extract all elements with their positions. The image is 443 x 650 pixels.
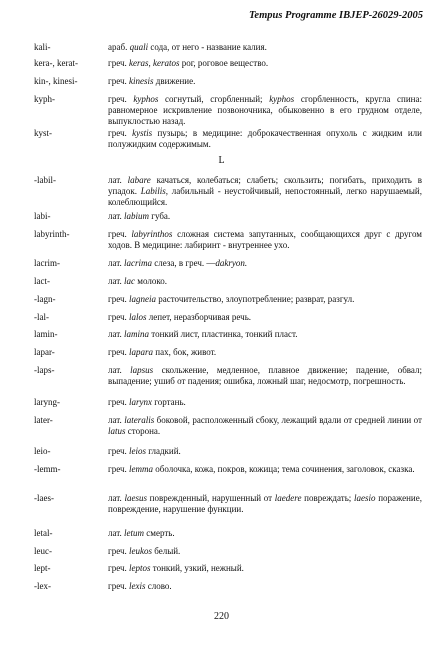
entry-term: letal- [34, 528, 53, 538]
definition-text: араб. [108, 42, 130, 52]
definition-text: греч. [108, 128, 133, 138]
definition-text: поражение, повреждение, нарушение функции. [108, 493, 422, 514]
definition-italic-word: laedere [274, 493, 302, 503]
entry-term: kin-, kinesi- [34, 76, 78, 86]
definition-text: греч. [108, 397, 129, 407]
definition-text: лабильный - неустойчивый, непостоянный, легко нарушаемый, колеблющийся. [108, 186, 422, 207]
entry-term: later- [34, 415, 53, 425]
entry-definition [108, 258, 422, 269]
definition-text: греч. [108, 229, 132, 239]
entry-term: kyst- [34, 128, 52, 138]
definition-text: слово. [145, 581, 172, 591]
entry-term: kali- [34, 42, 51, 52]
definition-italic-word: laesio [354, 493, 376, 503]
definition-italic-word: lalos [129, 312, 147, 322]
definition-text: повреждать; [301, 493, 355, 503]
entry-definition [108, 211, 422, 222]
entry-term: -labil- [34, 175, 56, 185]
definition-italic-word: dakryon. [215, 258, 248, 268]
definition-text: сгорбленность, кругла спина: равномерное искривление позвоночника, обыковенно в его грудном отделе, выпуклостью назад. [108, 94, 422, 126]
definition-italic-word: labyrinthos [131, 229, 173, 239]
definition-text: лат. [108, 329, 125, 339]
entry-definition [108, 446, 422, 457]
definition-text: греч. [108, 94, 134, 104]
definition-italic-word: kyphos [269, 94, 295, 104]
entry-definition [108, 229, 422, 251]
definition-text: лат. [108, 211, 125, 221]
entry-term: labyrinth- [34, 229, 70, 239]
definition-text: греч. [108, 546, 129, 556]
entry-definition [108, 175, 422, 208]
definition-text: лат. [108, 258, 125, 268]
definition-text: сода, от него - название калия. [148, 42, 267, 52]
definition-text: лепет, неразборчивая речь. [146, 312, 252, 322]
entry-definition [108, 546, 422, 557]
definition-italic-word: latus [108, 426, 126, 436]
definition-text: греч. [108, 294, 129, 304]
entry-definition [108, 581, 422, 592]
definition-italic-word: labium [124, 211, 150, 221]
definition-italic-word: leptos [129, 563, 151, 573]
entry-term: -lemm- [34, 464, 61, 474]
definition-text: тонкий, узкий, нежный. [150, 563, 244, 573]
definition-text: сложная система запутанных, сообщающихся друг с другом ходов. В медицине: лабиринт - внутреннее ухо. [108, 229, 422, 250]
definition-text: пах, бок, живот. [153, 347, 217, 357]
definition-italic-word: keras, keratos [129, 58, 180, 68]
definition-italic-word: letum [124, 528, 145, 538]
entry-definition [108, 94, 422, 127]
section-letter: L [218, 155, 225, 166]
definition-text: лат. [108, 175, 128, 185]
definition-italic-word: quali [129, 42, 149, 52]
entry-definition [108, 563, 422, 574]
definition-text: греч. [108, 76, 129, 86]
page-number: 220 [214, 611, 229, 622]
definition-text: греч. [108, 446, 129, 456]
definition-text: пузырь; в медицине: доброкачественная опухоль с жидким или полужидким содержимым. [108, 128, 422, 149]
definition-text: согнутый, сгорбленный; [158, 94, 270, 104]
definition-text: оболочка, кожа, покров, кожица; тема сочинения, заголовок, сказка. [153, 464, 415, 474]
entry-definition [108, 76, 422, 87]
entry-definition [108, 294, 422, 305]
entry-term: leio- [34, 446, 51, 456]
definition-text: движение. [153, 76, 196, 86]
definition-text: молоко. [135, 276, 167, 286]
definition-text: гладкий. [146, 446, 181, 456]
definition-text: лат. [108, 493, 125, 503]
definition-text: греч. [108, 347, 129, 357]
entry-term: -lex- [34, 581, 51, 591]
entry-definition [108, 528, 422, 539]
entry-term: kera-, kerat- [34, 58, 78, 68]
entry-term: leuc- [34, 546, 52, 556]
definition-italic-word: lagneia [129, 294, 156, 304]
definition-text: греч. [108, 58, 129, 68]
entry-definition [108, 312, 422, 323]
definition-italic-word: kystis [132, 128, 153, 138]
definition-text: лат. [108, 365, 131, 375]
definition-italic-word: Labilis, [140, 186, 169, 196]
definition-text: сторона. [125, 426, 161, 436]
entry-term: lapar- [34, 347, 55, 357]
definition-italic-word: lemma [129, 464, 153, 474]
running-header: Tempus Programme IBJEP-26029-2005 [248, 10, 423, 21]
entry-term: -laes- [34, 493, 54, 503]
entry-definition [108, 128, 422, 150]
definition-italic-word: leukos [129, 546, 152, 556]
definition-italic-word: lapara [129, 347, 154, 357]
definition-text: лат. [108, 276, 125, 286]
entry-definition [108, 347, 422, 358]
entry-definition [108, 365, 422, 387]
definition-text: белый. [152, 546, 181, 556]
definition-text: боковой, расположенный сбоку, лежащий вдали от средней линии от [154, 415, 422, 425]
definition-text: поврежденный, нарушенный от [146, 493, 275, 503]
definition-italic-word: lac [124, 276, 136, 286]
entry-term: lamin- [34, 329, 58, 339]
definition-text: губа. [149, 211, 171, 221]
definition-text: смерть. [144, 528, 175, 538]
definition-text: расточительство, злоупотребление; разврат, разгул. [156, 294, 355, 304]
entry-term: lact- [34, 276, 50, 286]
definition-text: греч. [108, 464, 129, 474]
entry-definition [108, 329, 422, 340]
definition-text: слеза, в греч. — [152, 258, 216, 268]
entry-term: -lagn- [34, 294, 56, 304]
entry-term: lept- [34, 563, 51, 573]
entry-definition [108, 493, 422, 515]
entry-term: -lal- [34, 312, 49, 322]
definition-italic-word: lapsus [130, 365, 154, 375]
entry-term: kyph- [34, 94, 55, 104]
definition-italic-word: lamina [124, 329, 150, 339]
definition-italic-word: lexis [129, 581, 146, 591]
definition-text: греч. [108, 563, 129, 573]
definition-italic-word: kyphos [133, 94, 159, 104]
entry-definition [108, 464, 422, 475]
entry-term: lacrim- [34, 258, 60, 268]
entry-definition [108, 42, 422, 53]
entry-definition [108, 397, 422, 408]
definition-italic-word: kinesis [129, 76, 154, 86]
definition-text: качаться, колебаться; слабеть; скользить; погибать, приходить в упадок. [108, 175, 422, 196]
entry-term: laryng- [34, 397, 60, 407]
entry-term: labi- [34, 211, 51, 221]
definition-text: тонкий лист, пластинка, тонкий пласт. [149, 329, 298, 339]
entry-definition [108, 415, 422, 437]
entry-definition [108, 276, 422, 287]
definition-italic-word: leios [129, 446, 146, 456]
entry-term: -laps- [34, 365, 55, 375]
definition-text: рог, роговое вещество. [179, 58, 269, 68]
definition-text: греч. [108, 581, 129, 591]
definition-text: скольжение, медленное, плавное движение; падение, обвал; выпадение; ушиб от падения; ошибка, ложный шаг, недосмотр, погрешность. [108, 365, 422, 386]
definition-italic-word: lateralis [124, 415, 155, 425]
definition-text: лат. [108, 415, 125, 425]
definition-text: греч. [108, 312, 129, 322]
definition-italic-word: larynx [129, 397, 152, 407]
definition-text: лат. [108, 528, 125, 538]
definition-italic-word: lacrima [124, 258, 153, 268]
entry-definition [108, 58, 422, 69]
definition-italic-word: labare [127, 175, 151, 185]
definition-text: гортань. [152, 397, 186, 407]
definition-italic-word: laesus [124, 493, 147, 503]
